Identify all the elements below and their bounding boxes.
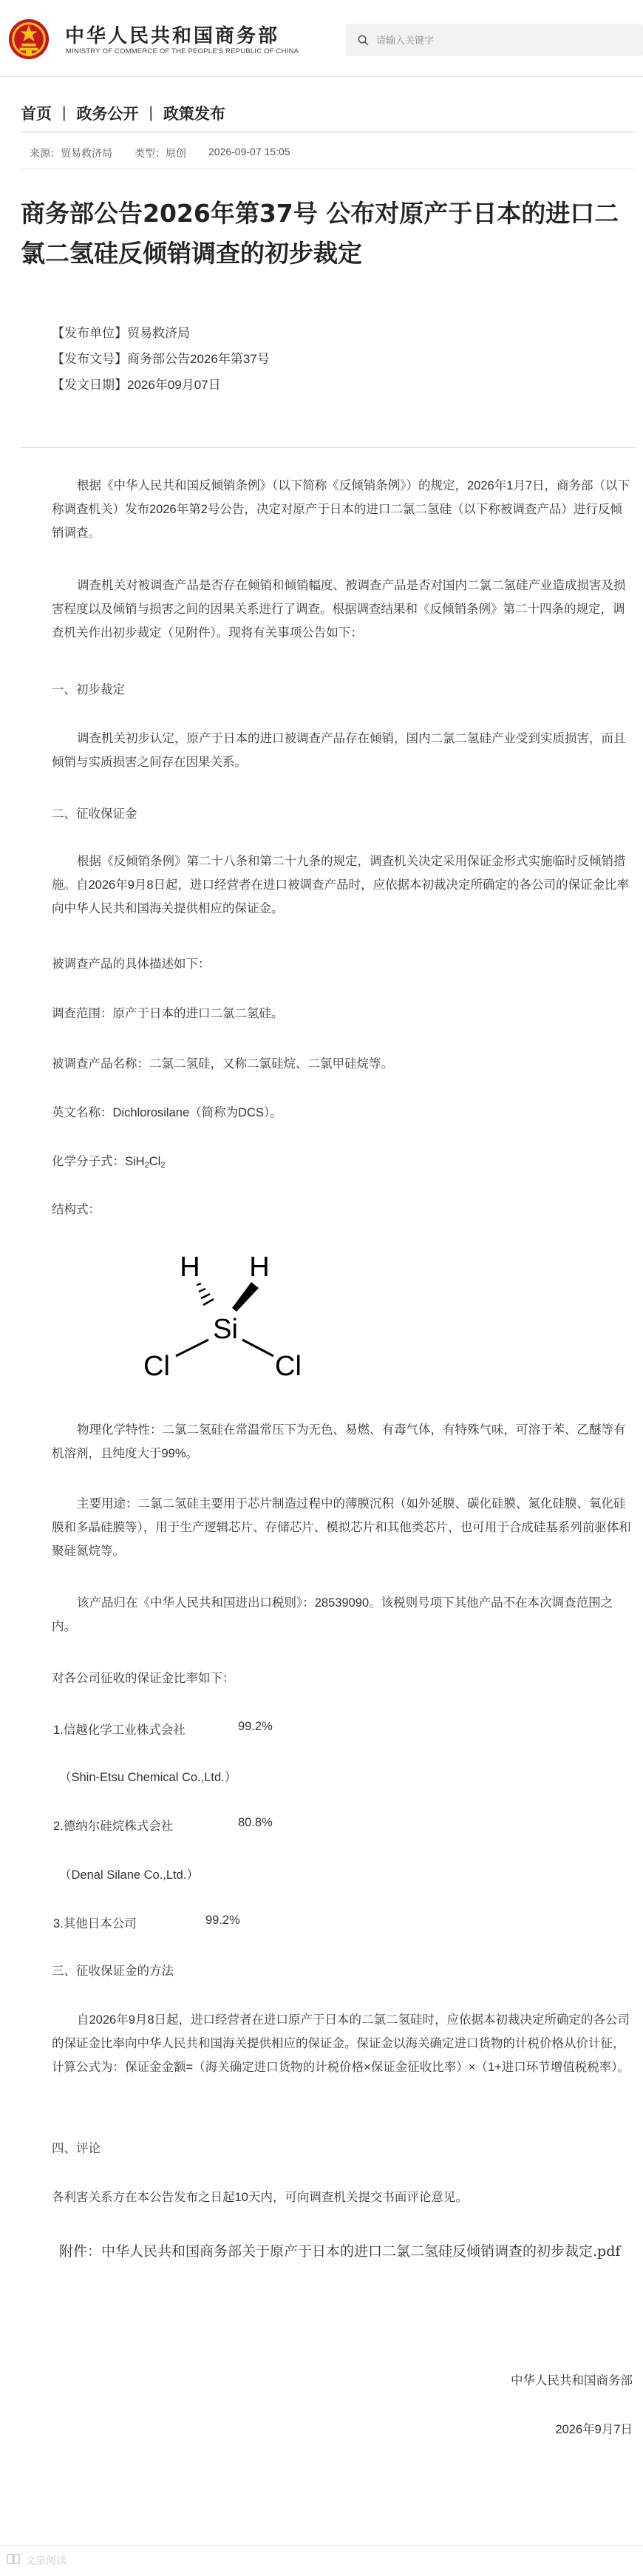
rate-company: 3.其他日本公司 <box>53 1917 137 1931</box>
formula-sub: 2 <box>160 1161 166 1170</box>
bond-cl1 <box>176 1340 208 1356</box>
paragraph: 根据《反倾销条例》第二十八条和第二十九条的规定，调查机关决定采用保证金形式实施临时反倾销措施。自2026年9月8日起，进口经营者在进口被调查产品时，应依据本初裁决定所确定的各公司的保证金比率向中华人民共和国海关提供相应的保证金。 <box>52 855 630 915</box>
atom-h1: H <box>180 1252 200 1283</box>
paragraph: 被调查产品的具体描述如下： <box>52 957 211 971</box>
meta-source: 来源：贸易救济局 <box>30 147 112 159</box>
paragraph: 调查范围：原产于日本的进口二氯二氢硅。 <box>52 1007 284 1020</box>
breadcrumb-policy[interactable]: 政策发布 <box>163 106 225 123</box>
watermark <box>6 2552 67 2568</box>
rate-row <box>53 1914 240 1931</box>
breadcrumb-separator: | <box>62 104 67 121</box>
formula-sih: SiH <box>125 1155 145 1168</box>
rate-company: 1.信越化学工业株式会社 <box>53 1723 186 1737</box>
rate-row <box>53 1720 273 1738</box>
section-heading: 四、评论 <box>52 2142 101 2155</box>
rate-value: 99.2% <box>238 1720 273 1733</box>
info-doc-no: 【发布文号】商务部公告2026年第37号 <box>52 352 270 366</box>
site-header <box>0 0 643 77</box>
atom-cl1: Cl <box>143 1351 170 1382</box>
section-heading: 二、征收保证金 <box>52 807 137 821</box>
chemical-formula <box>52 1150 165 1177</box>
paragraph: 自2026年9月8日起，进口经营者在进口原产于日本的二氯二氢硅时，应依据本初裁决定所确定的各公司的保证金比率向中华人民共和国海关提供相应的保证金。保证金以海关确定进口货物的计税价格从价计征，计算公式为：保证金金额=（海关确定进口货物的计税价格×保证金征收比率）×（1+进口环节增值税税率）。 <box>52 2013 630 2074</box>
watermark-logo-icon <box>6 2552 22 2568</box>
rate-value: 99.2% <box>205 1914 240 1927</box>
rate-company: 2.德纳尔硅烷株式会社 <box>53 1820 174 1833</box>
rate-row <box>53 1816 273 1834</box>
breadcrumb <box>21 102 225 124</box>
paragraph: 结构式： <box>52 1203 101 1216</box>
rate-company-en: （Shin-Etsu Chemical Co.,Ltd.） <box>59 1771 237 1784</box>
structure-diagram <box>124 1244 331 1392</box>
paragraph: 根据《中华人民共和国反倾销条例》（以下简称《反倾销条例》）的规定，2026年1月7日，商务部（以下称调查机关）发布2026年第2号公告，决定对原产于日本的进口二氯二氢硅（以下称被调查产品）进行反倾销调查。 <box>52 479 630 540</box>
atom-h2: H <box>249 1252 270 1283</box>
attachment-link[interactable]: 附件：中华人民共和国商务部关于原产于日本的进口二氯二氢硅反倾销调查的初步裁定.pdf <box>59 2243 621 2260</box>
paragraph: 被调查产品名称：二氯二氢硅，又称二氯硅烷、二氯甲硅烷等。 <box>52 1057 393 1071</box>
search-box[interactable] <box>346 24 643 56</box>
formula-cl: Cl <box>149 1155 161 1168</box>
breadcrumb-gov-affairs[interactable]: 政务公开 <box>76 106 139 123</box>
paragraph: 英文名称：Dichlorosilane（简称为DCS）。 <box>52 1106 282 1119</box>
meta-date: 2026-09-07 15:05 <box>208 146 290 157</box>
bond-wedge <box>232 1282 259 1312</box>
paragraph: 物理化学特性：二氯二氢硅在常温常压下为无色、易燃、有毒气体，有特殊气味，可溶于苯、乙醚等有机溶剂，且纯度大于99%。 <box>52 1423 626 1460</box>
watermark-text: 文泉阅读 <box>25 2554 67 2566</box>
paragraph: 各利害关系方在本公告发布之日起10天内，可向调查机关提交书面评论意见。 <box>52 2191 468 2204</box>
site-title-en: MINISTRY OF COMMERCE OF THE PEOPLE'S REPUBLIC OF CHINA <box>66 47 299 55</box>
divider <box>0 2545 643 2546</box>
info-unit: 【发布单位】贸易救济局 <box>52 326 190 340</box>
page-title: 商务部公告2026年第37号 公布对原产于日本的进口二氯二氢硅反倾销调查的初步裁定 <box>21 199 619 268</box>
bond-cl2 <box>242 1340 273 1356</box>
formula-label: 化学分子式： <box>52 1155 125 1168</box>
signature-date: 2026年9月7日 <box>555 2423 633 2436</box>
rate-value: 80.8% <box>238 1816 273 1829</box>
rate-company-en: （Denal Silane Co.,Ltd.） <box>59 1868 199 1882</box>
section-heading: 三、征收保证金的方法 <box>52 1965 174 1978</box>
meta-type: 类型：原创 <box>135 147 186 159</box>
bond-hashed <box>197 1284 214 1305</box>
search-input[interactable] <box>376 35 613 46</box>
document-info <box>52 320 270 398</box>
site-title[interactable]: 中华人民共和国商务部 <box>65 25 280 47</box>
breadcrumb-separator: | <box>149 104 153 121</box>
divider <box>21 447 636 448</box>
national-emblem-icon[interactable] <box>7 18 50 61</box>
formula-sub: 2 <box>144 1161 149 1170</box>
search-icon[interactable] <box>358 35 369 46</box>
paragraph: 主要用途：二氯二氢硅主要用于芯片制造过程中的薄膜沉积（如外延膜、碳化硅膜、氮化硅膜、氧化硅膜和多晶硅膜等），用于生产逻辑芯片、存储芯片、模拟芯片和其他类芯片，也可用于合成硅基系列前驱体和聚硅氮烷等。 <box>52 1497 631 1558</box>
paragraph: 调查机关初步认定，原产于日本的进口被调查产品存在倾销，国内二氯二氢硅产业受到实质损害，而且倾销与实质损害之间存在因果关系。 <box>52 732 626 769</box>
atom-cl2: Cl <box>275 1351 302 1382</box>
info-date: 【发文日期】2026年09月07日 <box>52 378 221 392</box>
section-heading: 一、初步裁定 <box>52 683 125 696</box>
signature-org: 中华人民共和国商务部 <box>511 2374 633 2387</box>
paragraph: 该产品归在《中华人民共和国进出口税则》：28539090。该税则号项下其他产品不在本次调查范围之内。 <box>52 1596 613 1633</box>
atom-si: Si <box>213 1314 238 1345</box>
paragraph: 对各公司征收的保证金比率如下： <box>52 1672 235 1685</box>
breadcrumb-home[interactable]: 首页 <box>21 106 52 123</box>
article-meta <box>30 146 290 160</box>
paragraph: 调查机关对被调查产品是否存在倾销和倾销幅度、被调查产品是否对国内二氯二氢硅产业造成损害及损害程度以及倾销与损害之间的因果关系进行了调查。根据调查结果和《反倾销条例》第二十四条的规定，调查机关作出初步裁定（见附件）。现将有关事项公告如下： <box>52 579 626 640</box>
